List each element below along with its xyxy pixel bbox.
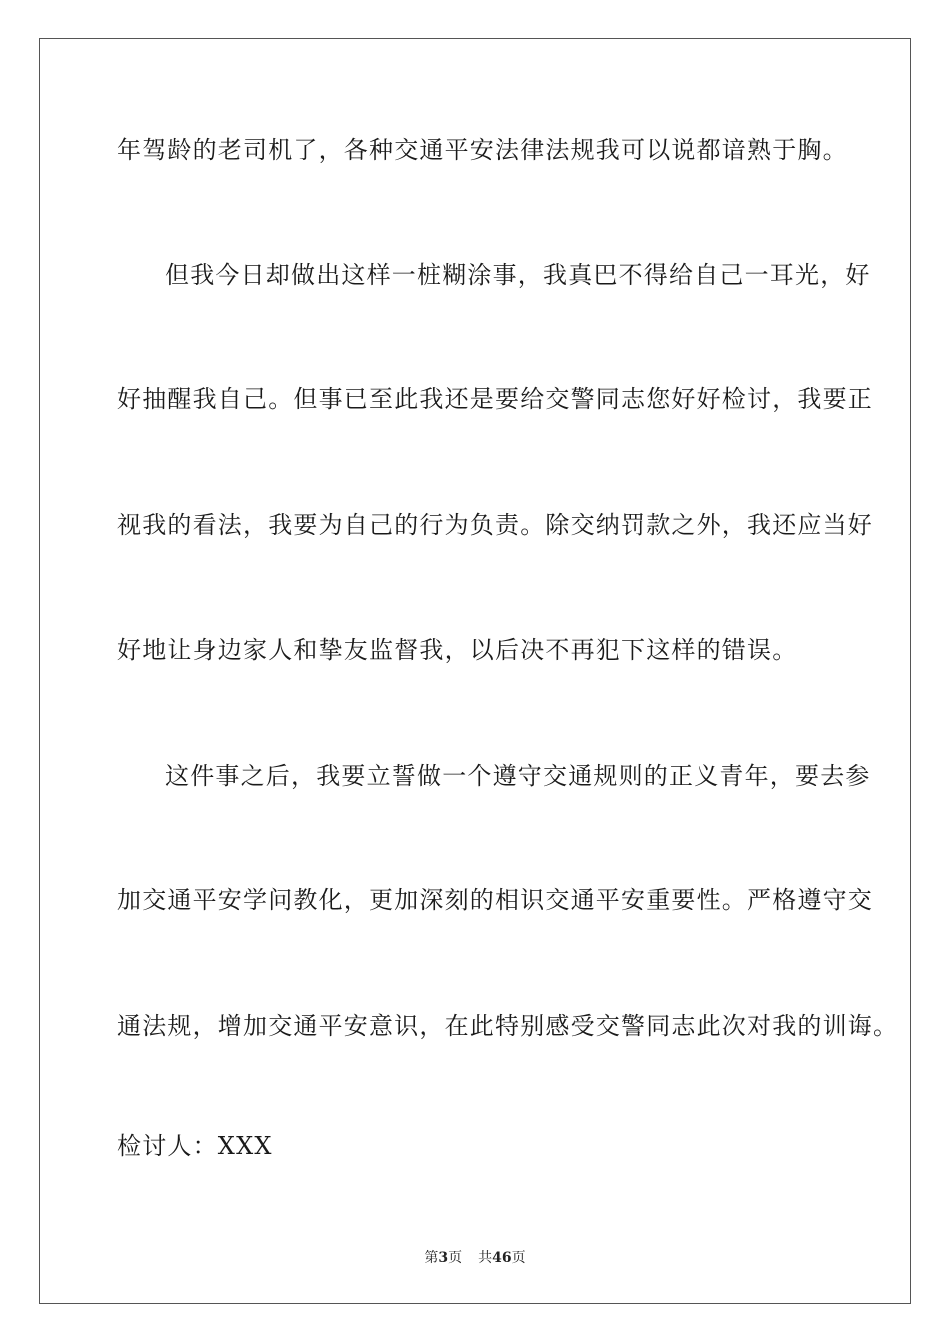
page-footer (0, 1248, 950, 1268)
signature-line: 检讨人：XXX (117, 1132, 273, 1160)
page-border (39, 38, 911, 1304)
page-current: 3 (438, 1250, 449, 1266)
text-line: 好地让身边家人和挚友监督我，以后决不再犯下这样的错误。 (117, 636, 798, 664)
page-total: 46 (492, 1250, 512, 1266)
text-line: 但我今日却做出这样一桩糊涂事，我真巴不得给自己一耳光，好 (165, 261, 871, 289)
text-line: 视我的看法，我要为自己的行为负责。除交纳罚款之外，我还应当好 (117, 511, 873, 539)
text-line: 通法规，增加交通平安意识，在此特别感受交警同志此次对我的训诲。 (117, 1012, 899, 1040)
total-suffix: 页 (511, 1250, 526, 1266)
text-line: 年驾龄的老司机了，各种交通平安法律法规我可以说都谙熟于胸。 (117, 136, 848, 164)
text-line: 加交通平安学问教化，更加深刻的相识交通平安重要性。严格遵守交 (117, 886, 873, 914)
text-line: 这件事之后，我要立誓做一个遵守交通规则的正义青年，要去参 (165, 762, 871, 790)
page-prefix: 第 (424, 1250, 439, 1266)
total-prefix: 共 (478, 1250, 493, 1266)
text-line: 好抽醒我自己。但事已至此我还是要给交警同志您好好检讨，我要正 (117, 385, 873, 413)
page-suffix: 页 (448, 1250, 463, 1266)
